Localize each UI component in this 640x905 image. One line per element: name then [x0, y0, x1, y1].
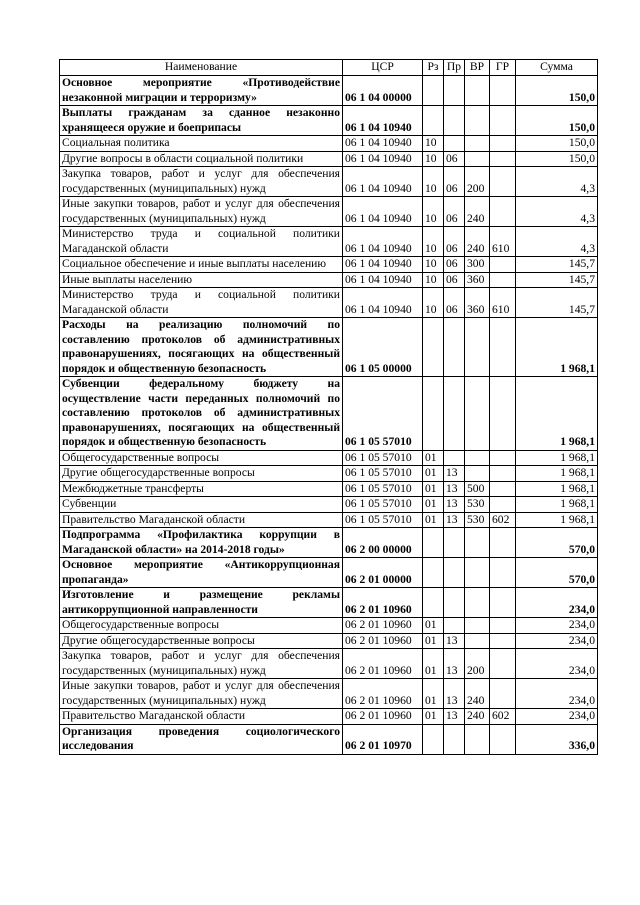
row-vr: 200 — [465, 649, 490, 679]
row-vr — [465, 558, 490, 588]
row-sum: 234,0 — [516, 649, 598, 679]
row-gr — [490, 588, 516, 618]
row-rz — [423, 588, 444, 618]
row-sum: 234,0 — [516, 633, 598, 649]
row-sum: 234,0 — [516, 679, 598, 709]
table-row — [60, 151, 598, 167]
table-row — [60, 227, 598, 257]
row-rz: 01 — [423, 466, 444, 482]
row-sum: 145,7 — [516, 257, 598, 273]
row-rz: 01 — [423, 512, 444, 528]
row-sum: 4,3 — [516, 167, 598, 197]
row-rz: 01 — [423, 497, 444, 513]
row-csr: 06 2 01 10960 — [343, 649, 423, 679]
row-rz: 10 — [423, 288, 444, 318]
row-pr: 06 — [444, 167, 465, 197]
row-vr: 530 — [465, 512, 490, 528]
row-gr — [490, 151, 516, 167]
header-rz: Рз — [423, 60, 444, 76]
row-pr: 06 — [444, 257, 465, 273]
row-pr — [444, 106, 465, 136]
row-vr — [465, 76, 490, 106]
row-name: Иные выплаты населению — [60, 272, 343, 288]
row-name: Расходы на реализацию полномочий по составлению протоколов об административных правонарушениях, посягающих на общественный порядок и общественную безопасность — [60, 318, 343, 377]
row-pr — [444, 528, 465, 558]
table-row — [60, 450, 598, 466]
table-row — [60, 466, 598, 482]
row-name: Министерство труда и социальной политики Магаданской области — [60, 288, 343, 318]
row-name: Другие общегосударственные вопросы — [60, 633, 343, 649]
row-pr: 06 — [444, 272, 465, 288]
row-gr — [490, 197, 516, 227]
row-name: Общегосударственные вопросы — [60, 618, 343, 634]
row-vr: 240 — [465, 227, 490, 257]
table-row — [60, 558, 598, 588]
table-row — [60, 633, 598, 649]
row-csr: 06 1 04 10940 — [343, 167, 423, 197]
row-name: Подпрограмма «Профилактика коррупции в Магаданской области» на 2014-2018 годы» — [60, 528, 343, 558]
row-pr — [444, 558, 465, 588]
row-name: Закупка товаров, работ и услуг для обеспечения государственных (муниципальных) нужд — [60, 649, 343, 679]
row-vr — [465, 618, 490, 634]
row-csr: 06 1 05 57010 — [343, 450, 423, 466]
row-name: Межбюджетные трансферты — [60, 481, 343, 497]
row-pr — [444, 76, 465, 106]
row-vr: 530 — [465, 497, 490, 513]
row-rz: 10 — [423, 272, 444, 288]
row-vr — [465, 106, 490, 136]
table-row — [60, 512, 598, 528]
row-gr — [490, 497, 516, 513]
row-sum: 150,0 — [516, 76, 598, 106]
row-gr: 602 — [490, 512, 516, 528]
row-csr: 06 1 05 57010 — [343, 497, 423, 513]
row-vr: 300 — [465, 257, 490, 273]
row-vr: 240 — [465, 709, 490, 725]
row-gr — [490, 724, 516, 754]
row-sum: 1 968,1 — [516, 497, 598, 513]
row-gr — [490, 272, 516, 288]
row-rz: 10 — [423, 151, 444, 167]
row-sum: 234,0 — [516, 709, 598, 725]
row-rz: 01 — [423, 481, 444, 497]
row-vr — [465, 633, 490, 649]
table-row — [60, 167, 598, 197]
row-vr: 240 — [465, 197, 490, 227]
row-name: Организация проведения социологического исследования — [60, 724, 343, 754]
table-row — [60, 257, 598, 273]
row-name: Закупка товаров, работ и услуг для обеспечения государственных (муниципальных) нужд — [60, 167, 343, 197]
row-gr — [490, 450, 516, 466]
row-sum: 1 968,1 — [516, 318, 598, 377]
row-gr — [490, 679, 516, 709]
row-csr: 06 2 01 10960 — [343, 633, 423, 649]
row-rz: 01 — [423, 649, 444, 679]
row-gr — [490, 106, 516, 136]
row-sum: 570,0 — [516, 528, 598, 558]
row-gr: 602 — [490, 709, 516, 725]
row-pr — [444, 724, 465, 754]
row-rz — [423, 724, 444, 754]
row-csr: 06 2 01 10960 — [343, 588, 423, 618]
row-vr: 240 — [465, 679, 490, 709]
row-name: Социальная политика — [60, 136, 343, 152]
row-csr: 06 1 04 10940 — [343, 288, 423, 318]
row-name: Общегосударственные вопросы — [60, 450, 343, 466]
row-vr: 360 — [465, 288, 490, 318]
budget-table — [59, 59, 598, 755]
row-csr: 06 2 01 10960 — [343, 618, 423, 634]
header-sum: Сумма — [516, 60, 598, 76]
row-gr — [490, 466, 516, 482]
row-pr: 13 — [444, 709, 465, 725]
row-gr — [490, 377, 516, 451]
row-gr — [490, 76, 516, 106]
table-row — [60, 288, 598, 318]
row-csr: 06 2 01 10960 — [343, 709, 423, 725]
row-gr — [490, 618, 516, 634]
table-row — [60, 618, 598, 634]
table-row — [60, 481, 598, 497]
row-csr: 06 1 05 00000 — [343, 318, 423, 377]
row-pr: 13 — [444, 649, 465, 679]
table-row — [60, 497, 598, 513]
header-vr: ВР — [465, 60, 490, 76]
row-vr — [465, 377, 490, 451]
row-name: Министерство труда и социальной политики Магаданской области — [60, 227, 343, 257]
table-row — [60, 588, 598, 618]
row-sum: 150,0 — [516, 151, 598, 167]
row-pr: 13 — [444, 466, 465, 482]
row-sum: 234,0 — [516, 588, 598, 618]
row-name: Иные закупки товаров, работ и услуг для обеспечения государственных (муниципальных) нужд — [60, 679, 343, 709]
row-gr — [490, 318, 516, 377]
row-pr: 06 — [444, 151, 465, 167]
row-pr: 13 — [444, 481, 465, 497]
row-csr: 06 1 05 57010 — [343, 466, 423, 482]
table-row — [60, 679, 598, 709]
row-rz: 01 — [423, 618, 444, 634]
row-csr: 06 1 04 10940 — [343, 227, 423, 257]
row-sum: 145,7 — [516, 272, 598, 288]
row-name: Другие вопросы в области социальной политики — [60, 151, 343, 167]
row-rz: 10 — [423, 257, 444, 273]
row-name: Другие общегосударственные вопросы — [60, 466, 343, 482]
row-pr: 06 — [444, 288, 465, 318]
table-row — [60, 272, 598, 288]
row-rz: 01 — [423, 679, 444, 709]
table-row — [60, 377, 598, 451]
row-csr: 06 1 04 10940 — [343, 197, 423, 227]
table-row — [60, 649, 598, 679]
table-header-row — [60, 60, 598, 76]
row-name: Субвенции — [60, 497, 343, 513]
row-gr — [490, 558, 516, 588]
row-sum: 234,0 — [516, 618, 598, 634]
row-sum: 1 968,1 — [516, 377, 598, 451]
row-rz — [423, 76, 444, 106]
row-csr: 06 1 04 10940 — [343, 136, 423, 152]
row-csr: 06 1 04 10940 — [343, 257, 423, 273]
table-row — [60, 76, 598, 106]
row-csr: 06 1 04 10940 — [343, 151, 423, 167]
table-row — [60, 724, 598, 754]
row-rz: 10 — [423, 136, 444, 152]
row-name: Субвенции федеральному бюджету на осуществление части переданных полномочий по составлению протоколов об административных правонарушениях, посягающих на общественный порядок и общественную безопасность — [60, 377, 343, 451]
row-gr — [490, 136, 516, 152]
header-name: Наименование — [60, 60, 343, 76]
row-csr: 06 1 05 57010 — [343, 377, 423, 451]
row-rz — [423, 528, 444, 558]
row-vr — [465, 528, 490, 558]
row-gr — [490, 649, 516, 679]
row-csr: 06 1 04 10940 — [343, 272, 423, 288]
row-pr: 06 — [444, 227, 465, 257]
row-gr — [490, 167, 516, 197]
row-name: Основное мероприятие «Противодействие незаконной миграции и терроризму» — [60, 76, 343, 106]
row-csr: 06 2 01 10970 — [343, 724, 423, 754]
row-name: Выплаты гражданам за сданное незаконно хранящееся оружие и боеприпасы — [60, 106, 343, 136]
header-csr: ЦСР — [343, 60, 423, 76]
row-rz: 10 — [423, 227, 444, 257]
row-rz: 01 — [423, 633, 444, 649]
row-rz: 01 — [423, 450, 444, 466]
row-name: Правительство Магаданской области — [60, 512, 343, 528]
row-pr: 13 — [444, 512, 465, 528]
row-sum: 1 968,1 — [516, 481, 598, 497]
row-vr — [465, 466, 490, 482]
row-pr — [444, 318, 465, 377]
row-gr — [490, 633, 516, 649]
row-vr — [465, 588, 490, 618]
row-vr — [465, 450, 490, 466]
table-row — [60, 709, 598, 725]
row-csr: 06 2 01 10960 — [343, 679, 423, 709]
table-row — [60, 318, 598, 377]
row-vr — [465, 136, 490, 152]
row-vr — [465, 151, 490, 167]
row-sum: 1 968,1 — [516, 450, 598, 466]
row-rz: 10 — [423, 167, 444, 197]
table-row — [60, 197, 598, 227]
row-csr: 06 1 05 57010 — [343, 512, 423, 528]
row-sum: 336,0 — [516, 724, 598, 754]
row-csr: 06 1 04 10940 — [343, 106, 423, 136]
row-vr — [465, 724, 490, 754]
table-row — [60, 528, 598, 558]
row-vr: 500 — [465, 481, 490, 497]
row-gr — [490, 528, 516, 558]
table-row — [60, 136, 598, 152]
row-pr — [444, 450, 465, 466]
row-sum: 150,0 — [516, 106, 598, 136]
row-pr: 13 — [444, 633, 465, 649]
row-rz — [423, 106, 444, 136]
table-row — [60, 106, 598, 136]
row-rz: 01 — [423, 709, 444, 725]
row-name: Основное мероприятие «Антикоррупционная пропаганда» — [60, 558, 343, 588]
row-name: Социальное обеспечение и иные выплаты населению — [60, 257, 343, 273]
row-sum: 4,3 — [516, 197, 598, 227]
row-gr: 610 — [490, 227, 516, 257]
row-gr — [490, 481, 516, 497]
row-pr: 13 — [444, 679, 465, 709]
row-rz — [423, 558, 444, 588]
row-sum: 150,0 — [516, 136, 598, 152]
row-sum: 570,0 — [516, 558, 598, 588]
row-name: Изготовление и размещение рекламы антикоррупционной направленности — [60, 588, 343, 618]
row-name: Иные закупки товаров, работ и услуг для обеспечения государственных (муниципальных) нужд — [60, 197, 343, 227]
row-csr: 06 1 05 57010 — [343, 481, 423, 497]
row-name: Правительство Магаданской области — [60, 709, 343, 725]
row-pr — [444, 377, 465, 451]
row-rz — [423, 318, 444, 377]
row-pr — [444, 618, 465, 634]
row-sum: 4,3 — [516, 227, 598, 257]
row-csr: 06 1 04 00000 — [343, 76, 423, 106]
row-pr: 13 — [444, 497, 465, 513]
header-pr: Пр — [444, 60, 465, 76]
row-pr — [444, 136, 465, 152]
row-pr — [444, 588, 465, 618]
row-csr: 06 2 01 00000 — [343, 558, 423, 588]
row-sum: 1 968,1 — [516, 512, 598, 528]
row-csr: 06 2 00 00000 — [343, 528, 423, 558]
row-pr: 06 — [444, 197, 465, 227]
row-vr: 360 — [465, 272, 490, 288]
row-vr: 200 — [465, 167, 490, 197]
row-sum: 145,7 — [516, 288, 598, 318]
row-gr: 610 — [490, 288, 516, 318]
row-sum: 1 968,1 — [516, 466, 598, 482]
row-rz — [423, 377, 444, 451]
header-gr: ГР — [490, 60, 516, 76]
row-rz: 10 — [423, 197, 444, 227]
row-vr — [465, 318, 490, 377]
row-gr — [490, 257, 516, 273]
